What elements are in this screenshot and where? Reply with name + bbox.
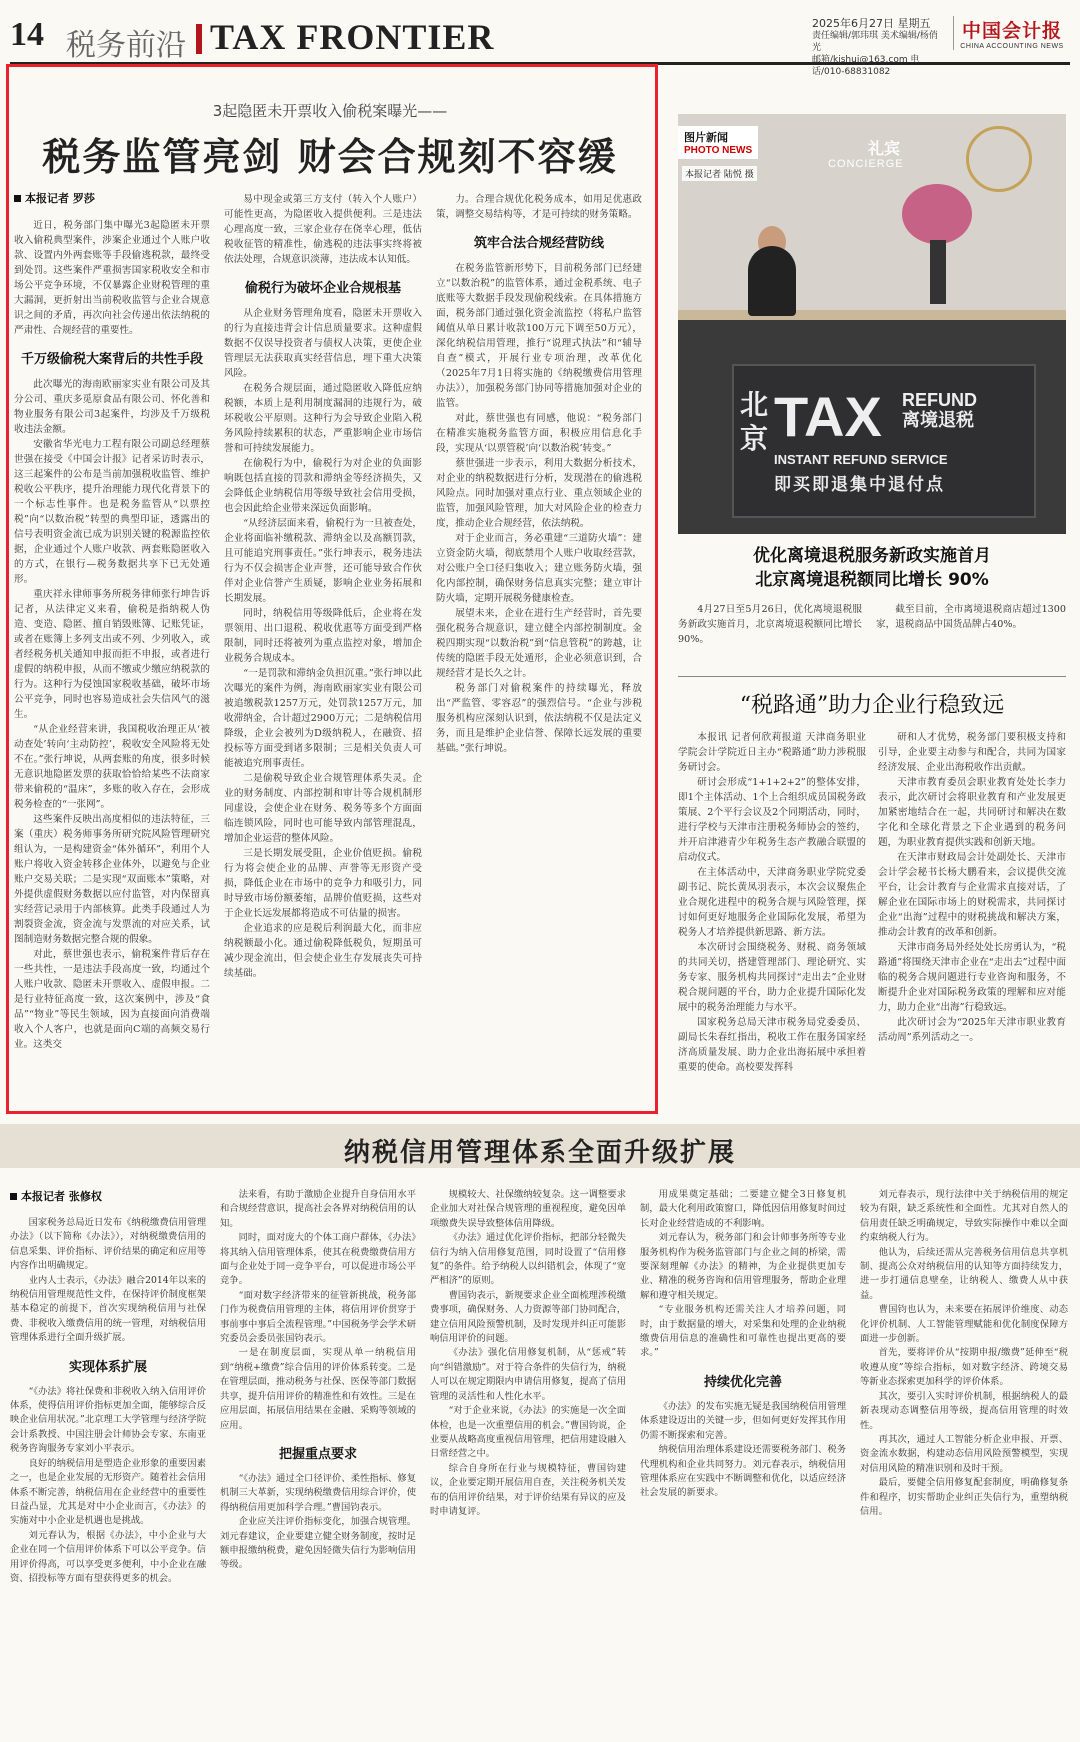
photo-news-tag (678, 126, 758, 159)
paragraph: 在主体活动中，天津商务职业学院党委副书记、院长黄凤羽表示，本次会议聚焦企业合规化进程中的税务合规与风险管理，探讨如何更好地服务企业国际化发展，希望为税务人才培养提供新思路、新方法。 (678, 867, 866, 938)
paragraph: 易中现金或第三方支付（转入个人账户）可能性更高，为隐匿收入提供便利。三是违法心理高度一致，三家企业存在侥幸心理，低估税收征管的精准性，偷逃税的违法事实终将被依法处理，合规意识淡薄，违法成本认知低。 (224, 194, 422, 265)
article3-column-5 (860, 1188, 1068, 1734)
article2-column-2 (878, 730, 1066, 1112)
paragraph: 研和人才优势，税务部门要积极支持和引导，企业要主动参与和配合，共同为国家经济发展、企业出海税收作出贡献。 (878, 732, 1066, 773)
article2-column-1 (678, 730, 866, 1112)
newspaper-logo (953, 16, 1070, 50)
paragraph: 在天津市财政局会计处副处长、天津市会计学会秘书长杨大鹏看来，会议提供交流平台，让会计教育与企业需求直接对话，了解企业在国际市场上的财税需求，共同探讨企业“出海”过程中的财税挑战和解决方案，推动会计教育的改革和创新。 (878, 852, 1066, 938)
paragraph: “对于企业来说，《办法》的实施是一次全面体检，也是一次重塑信用的机会。”曹国钧说，企业要从战略高度重视信用管理，把信用建设融入日常经营之中。 (430, 1405, 626, 1460)
issue-date: 2025年6月27日 星期五 (812, 17, 931, 30)
paragraph: “专业服务机构还需关注人才培养问题，同时，由于数据量的增大，对采集和处理的企业纳税缴费信用信息的准确性和可靠性也提出更高的要求。” (640, 1304, 846, 1359)
article3-column-3 (430, 1188, 626, 1734)
paragraph: 天津市教育委员会职业教育处处长李力表示，此次研讨会将职业教育和产业发展更加紧密地结合在一起，共同研讨和解决在数字化和全球化背景之下企业遇到的税务问题，为职业教育提供实践和创新天地。 (878, 777, 1066, 848)
paragraph: 对于企业而言，务必重建“三道防火墙”：建立资金防火墙，彻底禁用个人账户收取经营款，对公账户全口径归集收入；建立账务防火墙，强化内部控制，确保财务信息真实完整；建立审计防火墙，定期开展税务健康检查。 (436, 533, 642, 604)
paragraph: “一是罚款和滞纳金负担沉重。”张行坤以此次曝光的案件为例，海南欧丽家实业有限公司被追缴税款1257万元，处罚款1257万元，加收滞纳金，合计超过2900万元；二是纳税信用降级，企业会被列为D级纳税人，在融资、招投标等方面受到诸多限制；三是相关负责人可能被追究刑事责任。 (224, 668, 422, 769)
photo-news-title-line1: 优化离境退税服务新政实施首月 (753, 546, 991, 566)
subheading: 把握重点要求 (278, 1446, 357, 1462)
photo-news-title-line2: 北京离境退税额同比增长 90% (755, 570, 989, 590)
paragraph: 企业应关注评价指标变化，加强合规管理。刘元春建议，企业要建立健全财务制度，按时足额申报缴纳税费，避免因轻微失信行为影响信用等级。 (220, 1516, 416, 1571)
page-number: 14 (10, 16, 44, 53)
subheading: 千万级偷税大案背后的共性手段 (20, 352, 203, 367)
paragraph: 力。合理合规优化税务成本，如用足优惠政策，调整交易结构等，才是可持续的财务策略。 (436, 194, 642, 220)
photo-concierge-text: CONCIERGE (828, 158, 904, 170)
paragraph: 本报讯 记者何欣莉报道 天津商务职业学院会计学院近日主办“税路通”助力涉税服务研讨会。 (678, 732, 866, 773)
divider-line (678, 676, 1066, 677)
photo-caption-right: 截至目前，全市离境退税商店超过1300家，退税商品中国货品牌占40%。 (876, 604, 1066, 630)
paragraph: 综合自身所在行业与规模特征，曹国钧建议，企业要定期开展信用自查，关注税务机关发布的信用评价结果，对于评价结果有异议的应及时申请复评。 (430, 1462, 626, 1517)
masthead (10, 14, 1070, 77)
sign-irs: INSTANT REFUND SERVICE (774, 452, 948, 467)
paragraph: 《办法》强化信用修复机制，从“惩戒”转向“纠错激励”。对于符合条件的失信行为，纳税人可以在规定期限内申请信用修复，提高了信用管理的灵活性和人性化水平。 (430, 1347, 626, 1402)
paragraph: 国家税务总局天津市税务局党委委员、副局长朱春红指出，税收工作在服务国家经济高质量发展、助力企业出海拓展中承担着重要的使命。高校要发挥科 (678, 1017, 866, 1073)
sign-beijing: 北京 (740, 388, 769, 455)
paragraph: 重庆祥永律师事务所税务律师张行坤告诉记者，从法律定义来看，偷税是指纳税人伪造、变造、隐匿、擅自销毁账簿、记账凭证，或者在账簿上多列支出或不列、少列收入，或者经税务机关通知申报而拒不申报，或者进行虚假的纳税申报，从而不缴或少缴应纳税款的行为。这种行为侵蚀国家税收基础，破坏市场公平竞争，同时也容易造成社会失信风气的滋生。 (14, 589, 210, 720)
paragraph: 企业追求的应是税后利润最大化，而非应纳税额最小化。通过偷税降低税负，短期虽可减少现金流出，但会使企业生存发展丧失可持续基础。 (224, 923, 422, 979)
byline-text: 本报记者 张修权 (21, 1190, 102, 1203)
article1-column-1 (14, 190, 210, 1108)
byline-marker (10, 1193, 17, 1200)
paragraph: 税务部门对偷税案件的持续曝光，释放出“严监管、零容忍”的强烈信号。“企业与涉税服务机构应深刻认识到，依法纳税不仅是法定义务，而且是维护企业信誉、保障长远发展的重要基础。”张行坤说。 (436, 683, 642, 754)
paragraph: 最后，要健全信用修复配套制度，明确修复条件和程序，切实帮助企业纠正失信行为，重塑纳税信用。 (860, 1477, 1068, 1517)
paragraph: 此次研讨会为“2025年天津市职业教育活动周”系列活动之一。 (878, 1017, 1066, 1043)
paragraph: “从企业经营来讲，我国税收治理正从‘被动查处’转向‘主动防控’，税收安全风险将无处不在。”张行坤说，从两套账的角度，很多时候无意识地隐匿发票的获取恰恰给某些不法商家带来偷税的“温床”，多账的收入存在，会形成税务检查的“一张网”。 (14, 724, 210, 810)
paragraph: 此次曝光的海南欧丽家实业有限公司及其分公司、重庆多觅原食品有限公司、怀化善和物业服务有限公司3起案件，均涉及千万级税收违法金额。 (14, 379, 210, 435)
subheading: 实现体系扩展 (68, 1359, 147, 1375)
flower-vase (930, 240, 946, 304)
paragraph: 安徽省华光电力工程有限公司副总经理蔡世强在接受《中国会计报》记者采访时表示，这三起案件的公布是当前加强税收监管、维护税收公平秩序，提升治理能力现代化背景下的一个标志性事件。也是税务监管从“以票控税”向“以数治税”转型的典型印证，透露出的信号表明资金流已成为识别关键的税源监控依据，企业通过个人账户收款、两套账隐匿收入的方式，在银行—税务数据共享下已无处遁形。 (14, 439, 210, 585)
article1-column-2 (224, 192, 422, 1108)
logo-cn: 中国会计报 (961, 20, 1062, 42)
article3-column-4 (640, 1188, 846, 1734)
paragraph: 同时，纳税信用等级降低后，企业将在发票领用、出口退税、税收优惠等方面受到严格限制，同时还将被列为重点监控对象，增加企业税务合规成本。 (224, 608, 422, 664)
photo-credit: 本报记者 陆悦 摄 (682, 166, 757, 181)
sign-tax: TAX (774, 385, 882, 448)
paragraph: 业内人士表示，《办法》融合2014年以来的纳税信用管理规范性文件，在保持评价制度框架基本稳定的前提下，首次实现纳税信用与社保费、非税收入缴费信用的统一管理，对纳税信用管理体系进行全面升级扩展。 (10, 1274, 206, 1344)
article1-column-3 (436, 192, 642, 1108)
article3-column-1 (10, 1188, 206, 1734)
paragraph: 近日，税务部门集中曝光3起隐匿未开票收入偷税典型案件，涉案企业通过个人账户收款、设置内外两套账等手段偷逃税款，最终受到处罚。这些案件严重损害国家税收安全和市场公平竞争环境，不仅暴露企业财税管理的重大漏洞，更折射出当前税收监管与企业合规意识之间的矛盾，再次向社会传递出依法纳税的严肃性、合规经营的重要性。 (14, 220, 210, 336)
paragraph: 曹国钧也认为，未来要在拓展评价维度、动态化评价机制、人工智能管理赋能和优化制度保障方面进一步创新。 (860, 1304, 1068, 1345)
paragraph: 《办法》通过优化评价指标，把部分轻微失信行为纳入信用修复范围，同时设置了“信用修复”的条件。给予纳税人以纠错机会，体现了“宽严相济”的原则。 (430, 1232, 626, 1287)
paragraph: 纳税信用治理体系建设还需要税务部门、税务代理机构和企业共同努力。刘元春表示，纳税信用管理体系应在实践中不断调整和优化，以适应经济社会发展的新要求。 (640, 1444, 846, 1499)
logo-en: CHINA ACCOUNTING NEWS (960, 43, 1064, 50)
paragraph: 其次，要引入实时评价机制，根据纳税人的最新表现动态调整信用等级，提高信用管理的时效性。 (860, 1390, 1068, 1431)
paragraph: 从企业财务管理角度看，隐匿未开票收入的行为直接违背会计信息质量要求。这种虚假数据不仅误导投资者与债权人决策，更使企业管理层无法获取真实经营信息，埋下重大决策风险。 (224, 308, 422, 379)
paragraph: 二是偷税导致企业合规管理体系失灵。企业的财务制度、内部控制和审计等合规机制形同虚设，会使企业在财务、税务等多个方面面临连锁风险，同时也可能导致内部管理混乱，增加企业运营的整体风险。 (224, 773, 422, 844)
paragraph: 首先，要将评价从“按期申报/缴费”延伸至“税收遵从度”等综合指标，如对数字经济、跨境交易等新业态探索更加科学的评价体系。 (860, 1347, 1068, 1388)
staff-person (748, 246, 796, 316)
subheading: 筑牢合法合规经营防线 (473, 236, 604, 251)
paragraph: 这些案件反映出高度相似的违法特征，三案（重庆）税务师事务所研究院风险管理研究组认为，一是构建资金“体外循环”，利用个人账户将收入资金转移企业体外，以避免与企业账户交易关联；二是实现“双面账本”策略，对外提供虚假财务数据以应付监管，对内保留真实经营记录用于内部核算。此类手段通过人为割裂资金流，资金流与发票流的对应关系，试图制造财务数据完整合规的假象。 (14, 814, 210, 945)
paragraph: 刘元春认为，根据《办法》，中小企业与大企业在同一个信用评价体系下可以公平竞争。信用评价得高，可以享受更多便利，中小企业在融资、招投标等方面有望获得更多的机会。 (10, 1529, 206, 1584)
sign-refund (902, 390, 977, 430)
paragraph: 他认为，后续还需从完善税务信用信息共享机制、提高公众对纳税信用的认知等方面持续发力，进一步打通信息壁垒，让纳税人、缴费人从中获益。 (860, 1246, 1068, 1301)
contact-line: 邮箱/kjshui@163.com 电话/010-68831082 (812, 55, 920, 77)
tax-refund-sign (732, 364, 1036, 518)
paragraph: “《办法》通过全口径评价、柔性指标、修复机制三大革新，实现纳税缴费信用综合评价，使得纳税信用更加科学合理。”曹国钧表示。 (220, 1472, 416, 1513)
paragraph: 研讨会形成“1+1+2+2”的整体安排，即1个主体活动、1个上合组织成员国税务政策展、2个平行会议及2个同期活动，同时，进行学校与天津市注册税务师协会的签约，并开启津港青少年税务生态产教融合联盟的启动仪式。 (678, 777, 866, 863)
paragraph: 法来看，有助于激励企业提升自身信用水平和合规经营意识，提高社会各界对纳税信用的认知。 (220, 1189, 416, 1229)
section-name-en: TAX FRONTIER (210, 17, 495, 57)
masthead-meta (812, 18, 944, 78)
editor-line: 责任编辑/郭玮琪 美术编辑/杨俏光 (812, 31, 938, 53)
flower-arrangement (902, 184, 972, 244)
section-name-cn: 税务前沿 (66, 28, 186, 63)
article3-title: 纳税信用管理体系全面升级扩展 (343, 1138, 736, 1168)
article3-column-2 (220, 1188, 416, 1734)
paragraph: 国家税务总局近日发布《纳税缴费信用管理办法》（以下简称《办法》），对纳税缴费信用的信息采集、评价指标、评价结果的确定和应用等内容作出明确规定。 (10, 1217, 206, 1272)
byline-text: 本报记者 罗莎 (25, 192, 95, 205)
paragraph: 三是长期发展受阻，企业价值贬损。偷税行为将会使企业的品牌、声誉等无形资产受损，降低企业在市场中的竞争力和吸引力，同时导致市场份额萎缩，品牌价值贬损，这些对于企业长远发展都将造成不可估量的损害。 (224, 848, 422, 919)
paragraph: “《办法》将社保费和非税收入纳入信用评价体系，使得信用评价指标更加全面，能够综合反映企业信用状况。”北京理工大学管理与经济学院会计系教授、中国注册会计师协会专家、东南亚税务咨询服务专家刘小平表示。 (10, 1385, 206, 1455)
photo-news-title (678, 544, 1066, 592)
subheading: 持续优化完善 (703, 1374, 782, 1390)
article2-title: “税路通”助力企业行稳致远 (739, 693, 1005, 718)
section-divider (196, 24, 202, 54)
sign-refund-cn: 离境退税 (902, 410, 974, 430)
article3-byline (10, 1188, 206, 1204)
photo-news-tag-cn: 图片新闻 (684, 131, 728, 144)
paragraph: 对此，蔡世强也表示，偷税案件背后存在一些共性，一是违法手段高度一致，均通过个人账户收款、隐匿未开票收入、虚假申报。二是行业特征高度一致，这次案例中，涉及“食品”“物业”等民生领域，因为直接面向消费端收入个人客户，也就是面向C端的高频交易行业。这类交 (14, 949, 210, 1050)
paragraph: 良好的纳税信用是塑造企业形象的重要因素之一，也是企业发展的无形资产。随着社会信用体系不断完善，纳税信用在企业经营中的重要性日益凸显，尤其是对中小企业而言，《办法》的实施对中小企业是机遇也是挑战。 (10, 1457, 206, 1527)
paragraph: 对此，蔡世强也有同感，他说：“税务部门在精准实施税务监管方面，积极应用信息化手段，实现从‘以票管税’向‘以数治税’转变。” (436, 413, 642, 454)
hotel-logo-emblem (966, 126, 1032, 192)
paragraph: 蔡世强进一步表示，利用大数据分析技术，对企业的纳税数据进行分析，发现潜在的偷逃税风险点。同时加强对重点行业、重点领域企业的监管，加强风险管理，加大对风险企业的检查力度，推动企业合规经营，依法纳税。 (436, 458, 642, 529)
photo-brand-text: 礼宾 (868, 139, 901, 158)
article1-subtitle: 3起隐匿未开票收入偷税案曝光—— (212, 102, 448, 120)
paragraph: 在税务合规层面，通过隐匿收入降低应纳税额，本质上是利用制度漏洞的违规行为，破坏税收公平原则。这种行为会导致企业陷入税务风险持续累积的状态，严重影响企业市场信誉和可持续发展能力。 (224, 383, 422, 454)
paragraph: “从经济层面来看，偷税行为一旦被查处，企业将面临补缴税款、滞纳金以及高额罚款，且可能追究刑事责任。”张行坤表示，税务违法行为不仅会损害企业声誉，还可能导致合作伙伴对企业信誉产生质疑，影响企业业务拓展和长期发展。 (224, 518, 422, 604)
paragraph: “面对数字经济带来的征管新挑战，税务部门作为税费信用管理的主体，将信用评价贯穿于事前事中事后全流程管理。”中国税务学会学术研究委员会委员张国钧表示。 (220, 1289, 416, 1345)
paragraph: 展望未来，企业在进行生产经营时，首先要强化税务合规意识，建立健全内部控制制度。金税四期实现“以数治税”到“信息管税”的跨越，让传统的隐匿手段无处遁形，企业必须意识到，合规经营才是长久之计。 (436, 608, 642, 679)
paragraph: 曹国钧表示，新规要求企业全面梳理涉税缴费事项，确保财务、人力资源等部门协同配合，建立信用风险预警机制，及时发现并纠正可能影响信用评价的问题。 (430, 1289, 626, 1345)
sign-refund-en: REFUND (902, 390, 977, 410)
photo-caption-left: 4月27日至5月26日，优化离境退税服务新政实施首月，北京离境退税额同比增长90%。 (678, 604, 862, 645)
paragraph: 再其次，通过人工智能分析企业申报、开票、资金流水数据，构建动态信用风险预警模型，实现对信用风险的精准识别和及时干预。 (860, 1433, 1068, 1474)
paragraph: 规模较大、社保缴纳较复杂。这一调整要求企业加大对社保合规管理的重视程度，避免因单项缴费失误导致整体信用降级。 (430, 1189, 626, 1229)
paragraph: 同时，面对庞大的个体工商户群体，《办法》将其纳入信用管理体系，使其在税费缴费信用方面与企业处于同一竞争平台，可以促进市场公平竞争。 (220, 1232, 416, 1287)
article1-title: 税务监管亮剑 财会合规刻不容缓 (42, 134, 618, 179)
photo-news-tag-en: PHOTO NEWS (684, 145, 753, 156)
paragraph: 一是在制度层面，实现从单一纳税信用到“纳税+缴费”综合信用的评价体系转变。二是在管理层面，推动税务与社保、医保等部门数据共享，提升信用评价的精准性和有效性。三是在应用层面，拓展信用结果在金融、采购等领域的应用。 (220, 1347, 416, 1431)
paragraph: 刘元春认为，税务部门和会计师事务所等专业服务机构作为税务监管部门与企业之间的桥梁，需要深刻理解《办法》的精神，为企业提供更加专业、精准的税务咨询和信用管理服务，帮助企业理解和遵守相关规定。 (640, 1232, 846, 1301)
photo-counter (678, 310, 1066, 320)
paragraph: 本次研讨会围绕税务、财税、商务领域的共同关切，搭建管理部门、理论研究、实务专家、服务机构共同探讨“走出去”企业财税合规问题的平台，助力企业提升国际化发展中的税务治理能力与水平。 (678, 942, 866, 1013)
paragraph: 天津市商务局外经处处长房勇认为，“税路通”将围绕天津市企业在“走出去”过程中面临的税务合规问题进行专业咨询和服务，不断提升企业对国际税务政策的理解和应对能力，助力企业“出海”行稳致远。 (878, 942, 1066, 1013)
subheading: 偷税行为破坏企业合规根基 (244, 281, 401, 296)
paragraph: 在税务监管新形势下，目前税务部门已经建立“以数治税”的监管体系，通过金税系统、电子底账等大数据手段发现偷税线索。在具体措施方面，税务部门通过强化资金流监控（将私户监管阈值从单日累计收款100万元下调至50万元），深化纳税信用管理，推行“说理式执法”和“辅导自查”模式，开展行业专项治理，改革优化（2025年7月1日将实施的《纳税缴费信用管理办法》），加强税务部门协同等措施加强对企业的监管。 (436, 263, 642, 409)
paragraph: 刘元春表示，现行法律中关于纳税信用的规定较为有限，缺乏系统性和全面性。尤其对自然人的信用责任缺乏明确规定，导致实际操作中难以全面约束纳税人行为。 (860, 1189, 1068, 1244)
photo-news-image (678, 114, 1066, 534)
paragraph: 《办法》的发布实施无疑是我国纳税信用管理体系建设迈出的关键一步，但如何更好发挥其作用仍需不断探索和完善。 (640, 1400, 846, 1441)
byline-marker (14, 195, 21, 202)
paragraph: 在偷税行为中，偷税行为对企业的负面影响既包括直接的罚款和滞纳金等经济损失，又会降低企业纳税信用等级导致社会信用受损，也会因此给企业带来深远负面影响。 (224, 458, 422, 514)
paragraph: 用成果奠定基础；二要建立健全3日修复机制，最大化利用政策窗口，降低因信用修复时间过长对企业经营造成的不利影响。 (640, 1189, 846, 1229)
sign-cn: 即买即退集中退付点 (774, 475, 945, 495)
article1-byline (14, 190, 210, 206)
